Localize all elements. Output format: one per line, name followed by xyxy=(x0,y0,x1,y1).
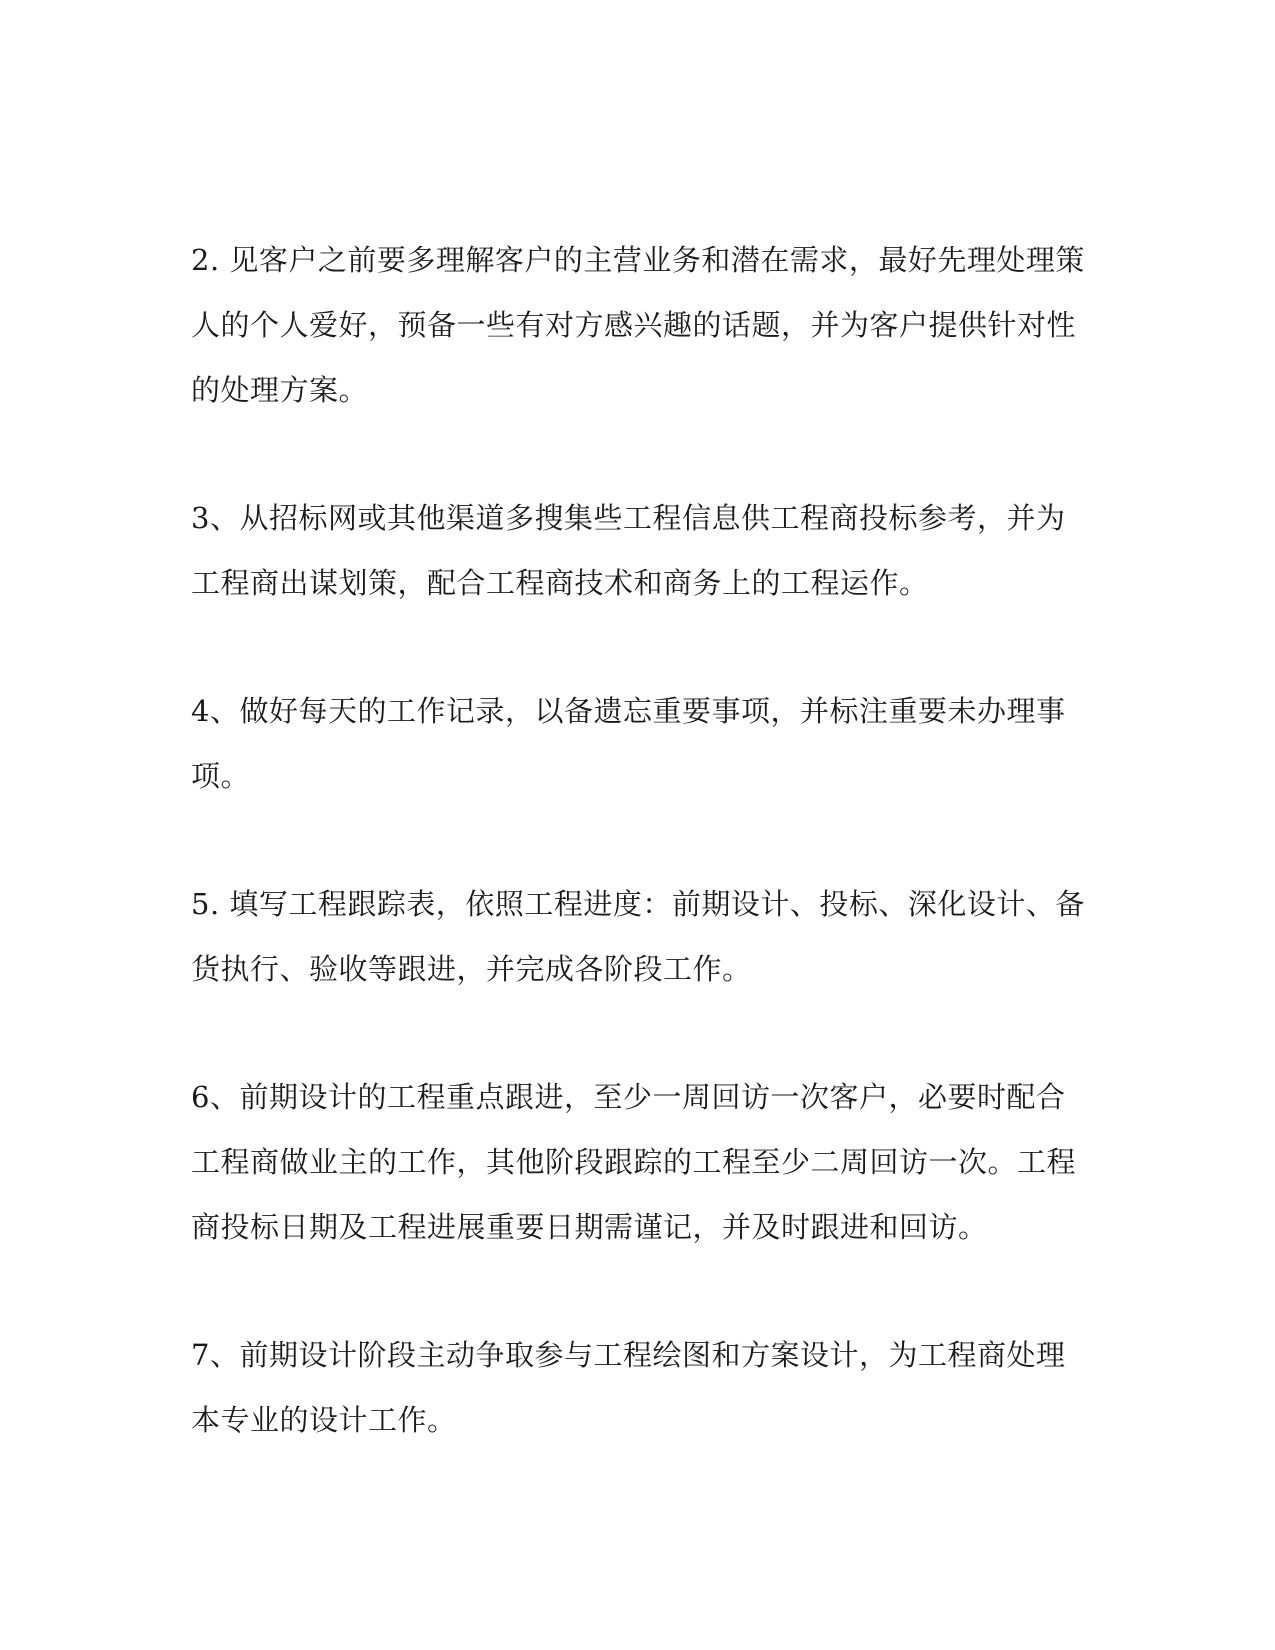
document-body xyxy=(191,228,1091,1516)
paragraph-item-3: 3、从招标网或其他渠道多搜集些工程信息供工程商投标参考，并为工程商出谋划策，配合工程商技术和商务上的工程运作。 xyxy=(191,501,1066,600)
paragraph-item-6: 6、前期设计的工程重点跟进，至少一周回访一次客户，必要时配合工程商做业主的工作，其他阶段跟踪的工程至少二周回访一次。工程商投标日期及工程进展重要日期需谨记，并及时跟进和回访。 xyxy=(191,1080,1077,1244)
paragraph-item-4: 4、做好每天的工作记录，以备遗忘重要事项，并标注重要未办理事项。 xyxy=(191,694,1066,793)
paragraph-item-7: 7、前期设计阶段主动争取参与工程绘图和方案设计，为工程商处理本专业的设计工作。 xyxy=(191,1338,1066,1437)
paragraph-item-5: 5. 填写工程跟踪表，依照工程进度：前期设计、投标、深化设计、备货执行、验收等跟进，并完成各阶段工作。 xyxy=(191,887,1085,986)
paragraph-item-2: 2. 见客户之前要多理解客户的主营业务和潜在需求，最好先理处理策人的个人爱好，预备一些有对方感兴趣的话题，并为客户提供针对性的处理方案。 xyxy=(191,243,1085,407)
